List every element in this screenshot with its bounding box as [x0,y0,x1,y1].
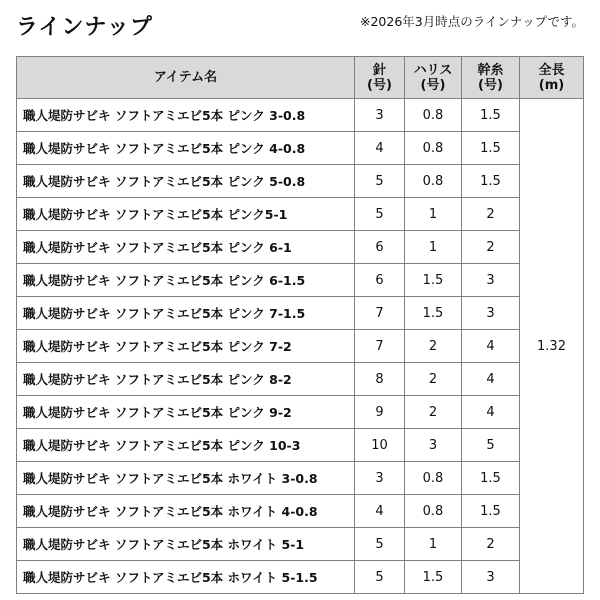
mikiito-cell: 3 [462,561,520,594]
mikiito-cell: 1.5 [462,165,520,198]
hook-cell: 5 [355,528,405,561]
table-row [17,462,584,495]
table-row [17,99,584,132]
header-hook [355,57,405,99]
table-row [17,561,584,594]
table-header-row [17,57,584,99]
mikiito-cell: 4 [462,396,520,429]
hook-cell: 6 [355,231,405,264]
item-name-cell: 職人堤防サビキ ソフトアミエビ5本 ホワイト 4-0.8 [17,495,355,528]
mikiito-cell: 3 [462,297,520,330]
item-name-cell: 職人堤防サビキ ソフトアミエビ5本 ピンク 6-1.5 [17,264,355,297]
table-row [17,132,584,165]
harisu-cell: 0.8 [405,99,462,132]
harisu-cell: 3 [405,429,462,462]
hook-cell: 5 [355,561,405,594]
table-row [17,528,584,561]
item-name-cell: 職人堤防サビキ ソフトアミエビ5本 ピンク 7-2 [17,330,355,363]
item-name-cell: 職人堤防サビキ ソフトアミエビ5本 ピンク 5-0.8 [17,165,355,198]
hook-cell: 7 [355,297,405,330]
harisu-cell: 1.5 [405,561,462,594]
table-row [17,264,584,297]
header-length [520,57,584,99]
hook-cell: 4 [355,132,405,165]
item-name-cell: 職人堤防サビキ ソフトアミエビ5本 ピンク 6-1 [17,231,355,264]
header-mikiito [462,57,520,99]
item-name-cell: 職人堤防サビキ ソフトアミエビ5本 ピンク 10-3 [17,429,355,462]
header-harisu-unit: (号) [420,77,446,93]
header-harisu-label: ハリス [413,62,453,78]
mikiito-cell: 1.5 [462,495,520,528]
item-name-cell: 職人堤防サビキ ソフトアミエビ5本 ホワイト 5-1 [17,528,355,561]
mikiito-cell: 2 [462,231,520,264]
hook-cell: 7 [355,330,405,363]
mikiito-cell: 5 [462,429,520,462]
hook-cell: 10 [355,429,405,462]
harisu-cell: 2 [405,330,462,363]
harisu-cell: 0.8 [405,462,462,495]
date-note: ※2026年3月時点のラインナップです。 [360,14,584,29]
hook-cell: 9 [355,396,405,429]
harisu-cell: 0.8 [405,495,462,528]
harisu-cell: 1 [405,528,462,561]
table-row [17,165,584,198]
item-name-cell: 職人堤防サビキ ソフトアミエビ5本 ピンク 8-2 [17,363,355,396]
harisu-cell: 1.5 [405,297,462,330]
item-name-cell: 職人堤防サビキ ソフトアミエビ5本 ホワイト 5-1.5 [17,561,355,594]
header-hook-label: 針 [372,62,386,78]
harisu-cell: 1.5 [405,264,462,297]
header-hook-unit: (号) [367,77,392,93]
harisu-cell: 2 [405,396,462,429]
length-cell: 1.32 [520,99,584,594]
harisu-cell: 1 [405,231,462,264]
mikiito-cell: 1.5 [462,99,520,132]
header-harisu [405,57,462,99]
table-row [17,198,584,231]
header-item-name: アイテム名 [17,57,355,99]
lineup-table [16,56,584,594]
hook-cell: 5 [355,198,405,231]
table-row [17,396,584,429]
harisu-cell: 1 [405,198,462,231]
harisu-cell: 0.8 [405,132,462,165]
page-title: ラインナップ [16,15,153,40]
mikiito-cell: 4 [462,363,520,396]
header-mikiito-unit: (号) [478,77,503,93]
item-name-cell: 職人堤防サビキ ソフトアミエビ5本 ピンク 4-0.8 [17,132,355,165]
item-name-cell: 職人堤防サビキ ソフトアミエビ5本 ピンク5-1 [17,198,355,231]
mikiito-cell: 4 [462,330,520,363]
header-mikiito-label: 幹糸 [477,62,504,78]
hook-cell: 3 [355,99,405,132]
mikiito-cell: 2 [462,528,520,561]
item-name-cell: 職人堤防サビキ ソフトアミエビ5本 ピンク 3-0.8 [17,99,355,132]
mikiito-cell: 2 [462,198,520,231]
table-row [17,297,584,330]
mikiito-cell: 1.5 [462,462,520,495]
header-length-unit: (m) [538,77,565,93]
table-row [17,330,584,363]
table-row [17,429,584,462]
mikiito-cell: 1.5 [462,132,520,165]
hook-cell: 8 [355,363,405,396]
header-length-label: 全長 [538,62,565,78]
mikiito-cell: 3 [462,264,520,297]
item-name-cell: 職人堤防サビキ ソフトアミエビ5本 ピンク 7-1.5 [17,297,355,330]
table-row [17,495,584,528]
table-row [17,363,584,396]
item-name-cell: 職人堤防サビキ ソフトアミエビ5本 ピンク 9-2 [17,396,355,429]
harisu-cell: 2 [405,363,462,396]
hook-cell: 4 [355,495,405,528]
table-row [17,231,584,264]
item-name-cell: 職人堤防サビキ ソフトアミエビ5本 ホワイト 3-0.8 [17,462,355,495]
hook-cell: 6 [355,264,405,297]
hook-cell: 3 [355,462,405,495]
harisu-cell: 0.8 [405,165,462,198]
hook-cell: 5 [355,165,405,198]
